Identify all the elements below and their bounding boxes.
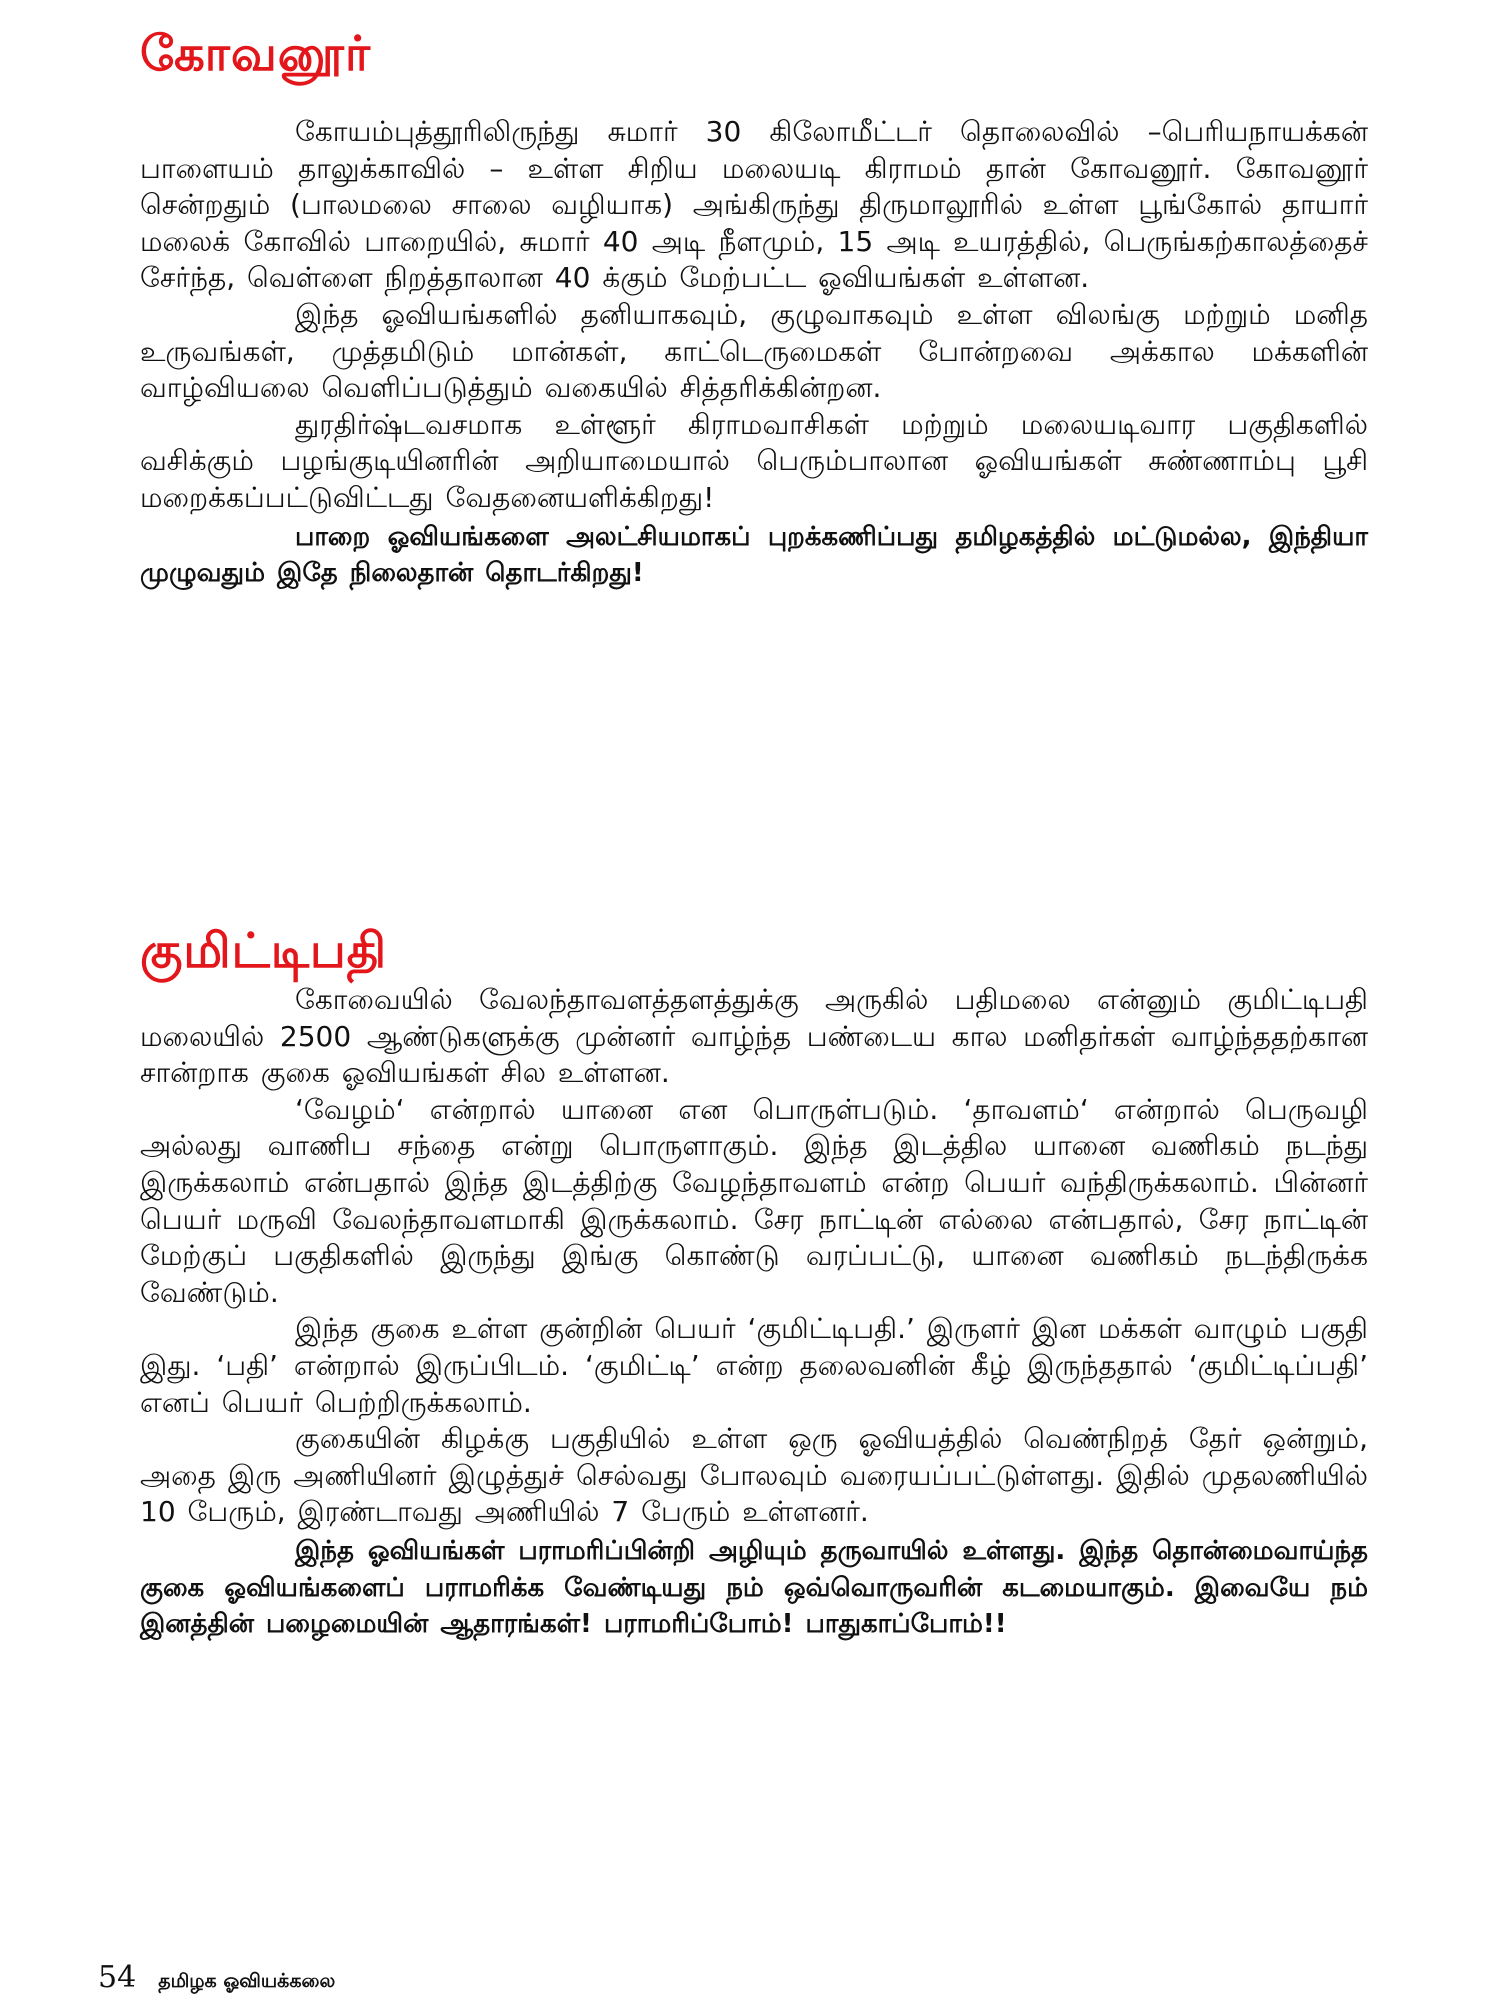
section-heading-kumittipathi: குமிட்டிபதி <box>140 923 388 979</box>
page-footer <box>98 1960 335 1996</box>
emphasis-paragraph: இந்த ஓவியங்கள் பராமரிப்பின்றி அழியும் தருவாயில் உள்ளது. இந்த தொன்மைவாய்ந்த குகை ஓவியங்களைப் பராமரிக்க வேண்டியது நம் ஒவ்வொருவரின் கடமையாகும். இவையே நம் இனத்தின் பழைமையின் ஆதாரங்கள்! பராமரிப்போம்! பாதுகாப்போம்!! <box>140 1535 1368 1640</box>
page-number: 54 <box>98 1960 137 1995</box>
emphasis-paragraph: பாறை ஓவியங்களை அலட்சியமாகப் புறக்கணிப்பது தமிழகத்தில் மட்டுமல்ல, இந்தியா முழுவதும் இதே நிலைதான் தொடர்கிறது! <box>140 521 1368 589</box>
body-paragraph: துரதிர்ஷ்டவசமாக உள்ளூர் கிராமவாசிகள் மற்றும் மலையடிவார பகுதிகளில் வசிக்கும் பழங்குடியினரின் அறியாமையால் பெரும்பாலான ஓவியங்கள் சுண்ணாம்பு பூசி மறைக்கப்பட்டுவிட்டது வேதனையளிக்கிறது! <box>140 407 1368 514</box>
section-body-kovanur <box>140 114 1368 592</box>
body-paragraph: கோயம்புத்தூரிலிருந்து சுமார் 30 கிலோமீட்டர் தொலைவில் –பெரியநாயக்கன் பாளையம் தாலுக்காவில் – உள்ள சிறிய மலையடி கிராமம் தான் கோவனூர். கோவனூர் சென்றதும் (பாலமலை சாலை வழியாக) அங்கிருந்து திருமாலூரில் உள்ள பூங்கோல் தாயார் மலைக் கோவில் பாறையில், சுமார் 40 அடி நீளமும், 15 அடி உயரத்தில், பெருங்கற்காலத்தைச் சேர்ந்த, வெள்ளை நிறத்தாலான 40 க்கும் மேற்பட்ட ஓவியங்கள் உள்ளன. <box>140 115 1368 295</box>
body-paragraph: ‘வேழம்‘ என்றால் யானை என பொருள்படும். ‘தாவளம்‘ என்றால் பெருவழி அல்லது வாணிப சந்தை என்று பொருளாகும். இந்த இடத்தில யானை வணிகம் நடந்து இருக்கலாம் என்பதால் இந்த இடத்திற்கு வேழந்தாவளம் என்ற பெயர் வந்திருக்கலாம். பின்னர் பெயர் மருவி வேலந்தாவளமாகி இருக்கலாம். சேர நாட்டின் எல்லை என்பதால், சேர நாட்டின் மேற்குப் பகுதிகளில் இருந்து இங்கு கொண்டு வரப்பட்டு, யானை வணிகம் நடந்திருக்க வேண்டும். <box>140 1092 1369 1309</box>
book-title: தமிழக ஓவியக்கலை <box>158 1970 336 1992</box>
body-paragraph: இந்த குகை உள்ள குன்றின் பெயர் ‘குமிட்டிபதி.’ இருளர் இன மக்கள் வாழும் பகுதி இது. ‘பதி’ என்றால் இருப்பிடம். ‘குமிட்டி’ என்ற தலைவனின் கீழ் இருந்ததால் ‘குமிட்டிப்பதி’ எனப் பெயர் பெற்றிருக்கலாம். <box>140 1312 1368 1419</box>
body-paragraph: இந்த ஓவியங்களில் தனியாகவும், குழுவாகவும் உள்ள விலங்கு மற்றும் மனித உருவங்கள், முத்தமிடும் மான்கள், காட்டெருமைகள் போன்றவை அக்கால மக்களின் வாழ்வியலை வெளிப்படுத்தும் வகையில் சித்தரிக்கின்றன. <box>140 297 1368 405</box>
section-heading-kovanur: கோவனூர் <box>140 26 372 82</box>
section-body-kumittipathi <box>140 982 1368 1643</box>
body-paragraph: கோவையில் வேலந்தாவளத்தளத்துக்கு அருகில் பதிமலை என்னும் குமிட்டிபதி மலையில் 2500 ஆண்டுகளுக்கு முன்னர் வாழ்ந்த பண்டைய கால மனிதர்கள் வாழ்ந்ததற்கான சான்றாக குகை ஓவியங்கள் சில உள்ளன. <box>140 983 1368 1090</box>
body-paragraph: குகையின் கிழக்கு பகுதியில் உள்ள ஒரு ஓவியத்தில் வெண்நிறத் தேர் ஒன்றும், அதை இரு அணியினர் இழுத்துச் செல்வது போலவும் வரையப்பட்டுள்ளது. இதில் முதலணியில் 10 பேரும், இரண்டாவது அணியில் 7 பேரும் உள்ளனர். <box>140 1422 1368 1529</box>
